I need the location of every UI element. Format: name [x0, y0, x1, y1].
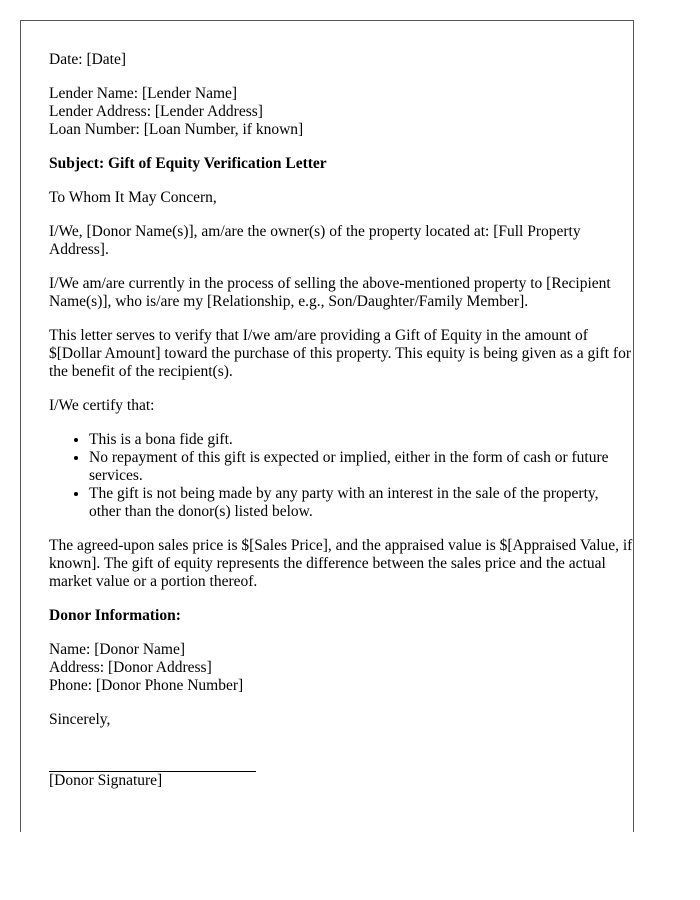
- certify-list: [49, 431, 633, 521]
- donor-phone: Phone: [Donor Phone Number]: [49, 677, 244, 694]
- lender-address: Lender Address: [Lender Address]: [49, 103, 263, 120]
- paragraph-selling: I/We am/are currently in the process of selling the above-mentioned property to [Recipient Name(s)], who is/are my [Relationship, e.g., Son/Daughter/Family Member].: [49, 275, 611, 310]
- loan-number: Loan Number: [Loan Number, if known]: [49, 121, 304, 138]
- subject-line: Subject: Gift of Equity Verification Letter: [49, 155, 327, 172]
- signature-label: [Donor Signature]: [49, 772, 163, 789]
- signature-line: [49, 745, 256, 772]
- donor-heading: Donor Information:: [49, 607, 181, 624]
- paragraph-verify: This letter serves to verify that I/we am/are providing a Gift of Equity in the amount of $[Dollar Amount] toward the purchase of this property. This equity is being given as a gift for the benefit of the recipient(s).: [49, 327, 631, 380]
- paragraph-owner: I/We, [Donor Name(s)], am/are the owner(s) of the property located at: [Full Property Address].: [49, 223, 581, 258]
- certify-item-1: • This is a bona fide gift.: [89, 431, 633, 449]
- closing: Sincerely,: [49, 711, 111, 728]
- paragraph-price: The agreed-upon sales price is $[Sales Price], and the appraised value is $[Appraised Value, if known]. The gift of equity represents the difference between the sales price and the actual market value or a portion thereof.: [49, 537, 633, 590]
- date-line: [49, 51, 633, 69]
- lender-block: [49, 85, 633, 139]
- donor-block: [49, 641, 633, 695]
- salutation: To Whom It May Concern,: [49, 189, 217, 206]
- certify-item-2: • No repayment of this gift is expected or implied, either in the form of cash or future services.: [89, 449, 633, 485]
- donor-name: Name: [Donor Name]: [49, 641, 186, 658]
- certify-intro: I/We certify that:: [49, 397, 155, 414]
- donor-address: Address: [Donor Address]: [49, 659, 212, 676]
- date-text: Date: [Date]: [49, 51, 127, 68]
- letter-page: [20, 20, 634, 832]
- certify-item-3: • The gift is not being made by any party with an interest in the sale of the property, other than the donor(s) listed below.: [89, 485, 633, 521]
- lender-name: Lender Name: [Lender Name]: [49, 85, 238, 102]
